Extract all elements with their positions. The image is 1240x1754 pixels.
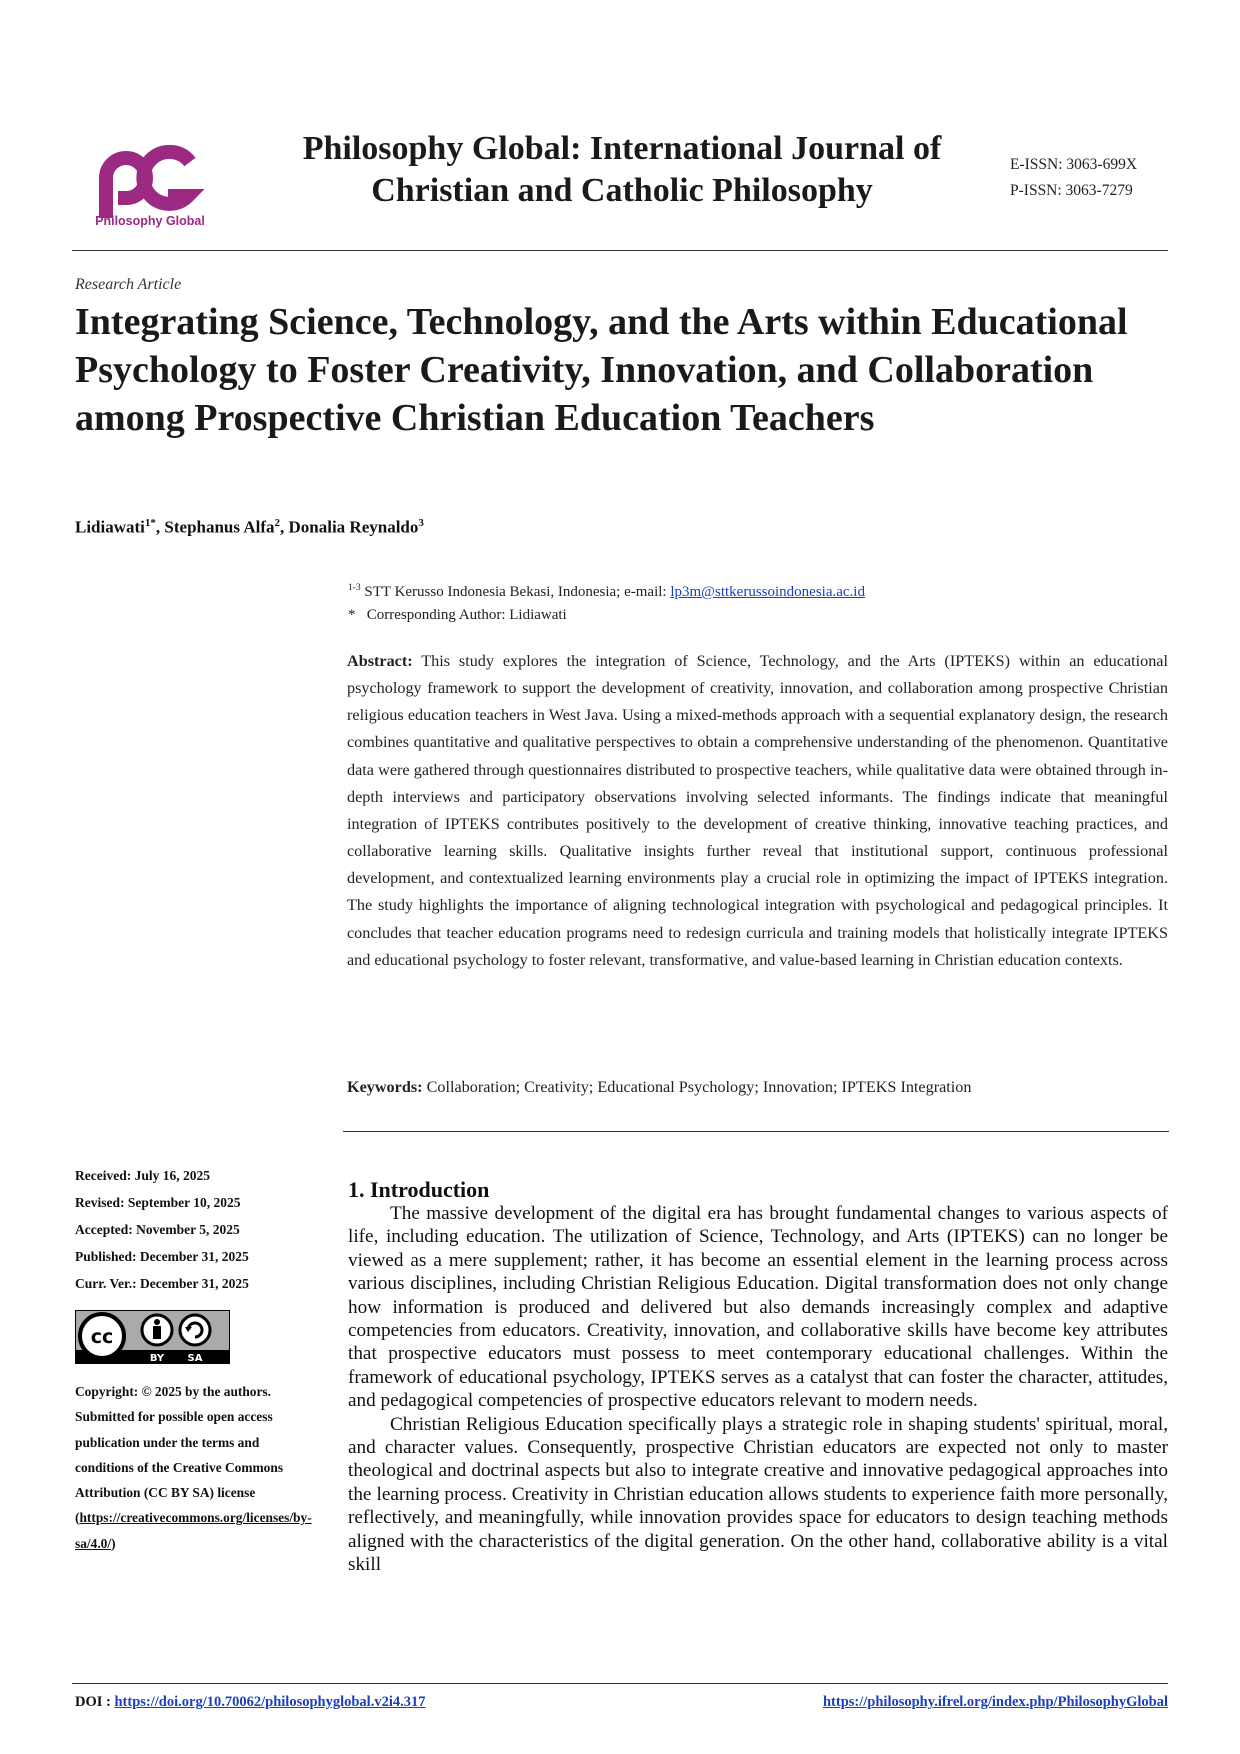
affiliation-text: STT Kerusso Indonesia Bekasi, Indonesia; e-mail:	[364, 584, 671, 600]
affiliation-mark: 1-3	[348, 583, 361, 593]
introduction-body	[348, 1202, 1168, 1577]
keywords	[347, 1076, 1168, 1098]
date-value: July 16, 2025	[134, 1168, 210, 1183]
affiliation-block	[348, 577, 1168, 627]
date-label: Published:	[75, 1249, 137, 1264]
date-label: Received:	[75, 1168, 132, 1183]
doi	[75, 1694, 426, 1711]
author-name: Lidiawati	[75, 517, 145, 537]
doi-link[interactable]: https://doi.org/10.70062/philosophyglobal.v2i4.317	[114, 1694, 426, 1710]
cc-by-sa-icon	[75, 1310, 230, 1364]
date-value: December 31, 2025	[139, 1249, 249, 1264]
issn-block	[1010, 152, 1190, 204]
email-link[interactable]: lp3m@sttkerussoindonesia.ac.id	[670, 584, 865, 600]
paragraph: Christian Religious Education specifically plays a strategic role in shaping students' spiritual, moral, and character values. Consequently, prospective Christian educators are expected not only to master theological and doctrinal aspects but also to integrate creative and innovative pedagogical approaches into the learning process. Creativity in Christian education allows students to experience faith more personally, reflectively, and meaningfully, while innovation provides space for educators to design teaching methods aligned with the characteristics of the digital generation. On the other hand, collaborative ability is a vital skill	[348, 1413, 1168, 1576]
author-list: Lidiawati$^{1*}$, Stephanus Alfa$^2$, Donalia Reynaldo$^3$	[75, 517, 424, 537]
date-received	[75, 1162, 305, 1189]
eissn: E-ISSN: 3063-699X	[1010, 156, 1138, 173]
date-current-version	[75, 1270, 305, 1297]
paragraph: The massive development of the digital era has brought fundamental changes to various aspects of life, including education. The utilization of Science, Technology, and Arts (IPTEKS) can no longer be viewed as a mere supplement; rather, it has become an essential element in the learning process across various disciplines, including Christian Religious Education. Digital transformation does not only change how information is produced and delivered but also demands increasingly complex and adaptive competencies from educators. Creativity, innovation, and collaborative skills have become key attributes that prospective educators must possess to meet contemporary educational challenges. Within the framework of educational psychology, IPTEKS serves as a catalyst that can foster the character, attitudes, and pedagogical competencies of prospective educators relevant to modern needs.	[348, 1203, 1168, 1412]
logo-text: Philosophy Global	[95, 214, 205, 228]
corresponding-text: Corresponding Author: Lidiawati	[366, 607, 567, 623]
date-label: Revised:	[75, 1195, 125, 1210]
date-value: November 5, 2025	[136, 1222, 240, 1237]
abstract-text: This study explores the integration of Science, Technology, and the Arts (IPTEKS) within an educational psychology framework to support the development of creativity, innovation, and collaboration among prospective Christian religious education teachers in West Java. Using a mixed-methods approach with a sequential explanatory design, the research combines quantitative and qualitative perspectives to obtain a comprehensive understanding of the phenomenon. Quantitative data were gathered through questionnaires distributed to prospective teachers, while qualitative data were obtained through in-depth interviews and participatory observations involving selected informants. The findings indicate that meaningful integration of IPTEKS contributes positively to the development of creative thinking, innovative teaching practices, and collaborative learning skills. Qualitative insights further reveal that institutional support, continuous professional development, and contextualized learning environments play a crucial role in optimizing the impact of IPTEKS integration. The study highlights the importance of aligning technological integration with psychological and pedagogical principles. It concludes that teacher education programs need to redesign curricula and training models that holistically integrate IPTEKS and educational psychology to foster relevant, transformative, and value-based learning in Christian education contexts.	[347, 652, 1168, 969]
date-published	[75, 1243, 305, 1270]
copyright-notice: Copyright: © 2025 by the authors. Submitted for possible open access publication under the terms and conditions of the Creative Commons Attribution (CC BY SA) license (https://creativecommons.org/licenses/by-sa/4.0/)	[75, 1384, 312, 1551]
author-name: Stephanus Alfa	[164, 517, 275, 537]
date-accepted	[75, 1216, 305, 1243]
date-label: Curr. Ver.:	[75, 1276, 137, 1291]
pissn: P-ISSN: 3063-7279	[1010, 182, 1133, 199]
journal-site-link[interactable]: https://philosophy.ifrel.org/index.php/PhilosophyGlobal	[822, 1694, 1168, 1710]
author-affiliation-mark: 2	[274, 517, 280, 529]
keywords-label: Keywords:	[347, 1078, 423, 1096]
doi-label: DOI :	[75, 1694, 111, 1710]
date-value: December 31, 2025	[140, 1276, 249, 1291]
section-heading-introduction: 1. Introduction	[348, 1177, 490, 1202]
corresponding-mark: *	[348, 607, 356, 623]
journal-title: Philosophy Global: International Journal of Christian and Catholic Philosophy	[302, 130, 942, 209]
copyright-text: Copyright: © 2025 by the authors. Submitted for possible open access publication under the terms and conditions of the Creative Commons Attribution (CC BY SA) license	[75, 1384, 284, 1501]
article-title: Integrating Science, Technology, and the Arts within Educational Psychology to Foster Creativity, Innovation, and Collaboration among Prospective Christian Education Teachers	[75, 301, 1128, 439]
article-dates	[75, 1162, 305, 1297]
author-affiliation-mark: 3	[418, 517, 424, 529]
date-label: Accepted:	[75, 1222, 133, 1237]
author-affiliation-mark: 1*	[144, 517, 156, 529]
article-type: Research Article	[75, 276, 182, 293]
cc-by-label: BY	[149, 1353, 165, 1364]
license-link[interactable]: https://creativecommons.org/licenses/by-sa/4.0/	[75, 1510, 312, 1551]
footer-divider	[72, 1683, 1168, 1684]
date-revised	[75, 1189, 305, 1216]
cc-sa-label: SA	[187, 1353, 203, 1364]
svg-text:cc: cc	[90, 1326, 114, 1348]
author-name: Donalia Reynaldo	[288, 517, 419, 537]
affiliation-line	[348, 577, 1168, 604]
corresponding-author	[348, 604, 1168, 627]
header-divider	[72, 250, 1168, 251]
abstract	[347, 648, 1168, 974]
date-value: September 10, 2025	[127, 1195, 241, 1210]
abstract-label: Abstract:	[347, 652, 413, 670]
keywords-divider	[343, 1131, 1169, 1132]
keywords-text: Collaboration; Creativity; Educational Psychology; Innovation; IPTEKS Integration	[426, 1078, 972, 1096]
